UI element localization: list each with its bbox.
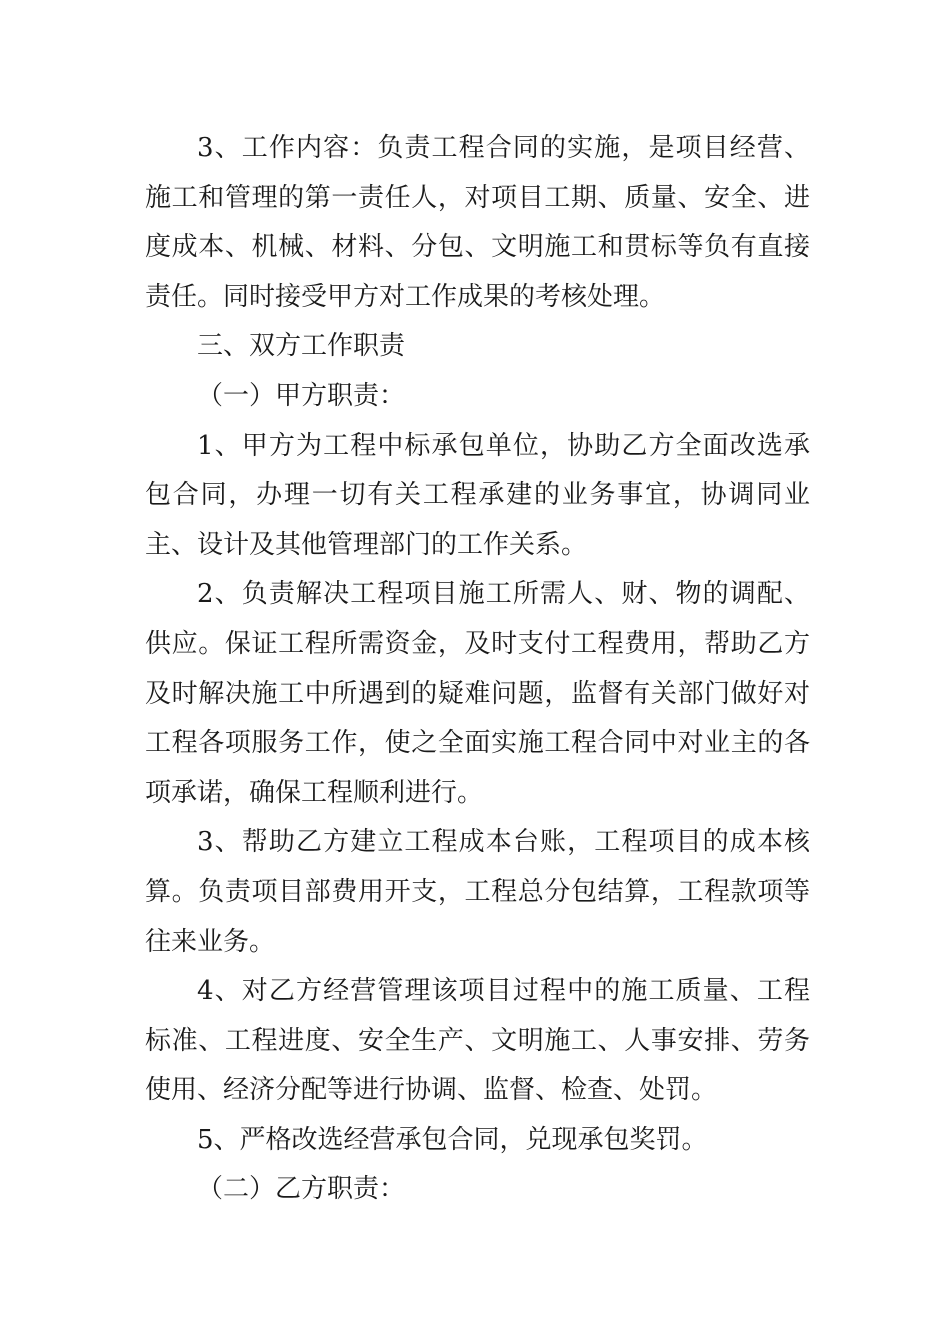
paragraph-party-a-item-2: 2、负责解决工程项目施工所需人、财、物的调配、供应。保证工程所需资金，及时支付工程费用，帮助乙方及时解决施工中所遇到的疑难问题，监督有关部门做好对工程各项服务工作，使之全面实施工程合同中对业主的各项承诺，确保工程顺利进行。 [145, 579, 810, 808]
subheading-party-b-duties: （二）乙方职责： [197, 1174, 406, 1205]
paragraph-party-a-item-3: 3、帮助乙方建立工程成本台账，工程项目的成本核算。负责项目部费用开支，工程总分包结算，工程款项等往来业务。 [145, 827, 810, 957]
document-body [145, 124, 810, 1215]
subheading-party-a-duties: （一）甲方职责： [197, 380, 406, 411]
paragraph-party-a-item-1: 1、甲方为工程中标承包单位，协助乙方全面改选承包合同，办理一切有关工程承建的业务事宜，协调同业主、设计及其他管理部门的工作关系。 [145, 430, 810, 560]
paragraph-work-content: 3、工作内容：负责工程合同的实施，是项目经营、施工和管理的第一责任人，对项目工期、质量、安全、进度成本、机械、材料、分包、文明施工和贯标等负有直接责任。同时接受甲方对工作成果的考核处理。 [145, 133, 810, 312]
paragraph-party-a-item-5: 5、严格改选经营承包合同，兑现承包奖罚。 [197, 1124, 708, 1155]
section-heading-duties: 三、双方工作职责 [197, 331, 406, 362]
paragraph-party-a-item-4: 4、对乙方经营管理该项目过程中的施工质量、工程标准、工程进度、安全生产、文明施工、人事安排、劳务使用、经济分配等进行协调、监督、检查、处罚。 [145, 976, 810, 1106]
